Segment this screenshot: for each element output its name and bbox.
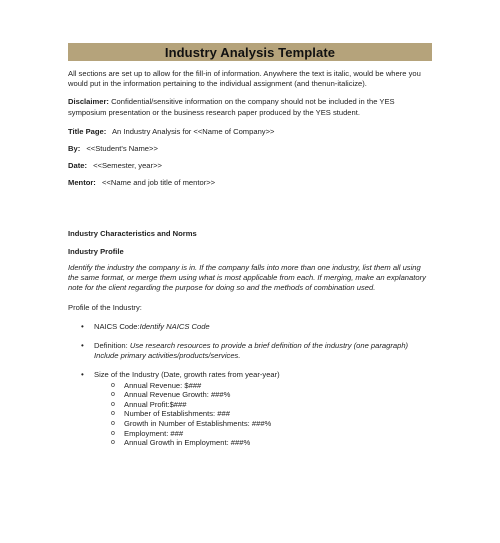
circle-bullet-icon: o: [111, 391, 115, 399]
title-banner: [68, 43, 432, 61]
mentor-label: Mentor:: [68, 178, 96, 188]
size-item: Employment: ###: [124, 428, 184, 438]
date-value: <<Semester, year>>: [93, 161, 162, 171]
circle-bullet-icon: o: [111, 400, 115, 408]
circle-bullet-icon: o: [111, 420, 115, 428]
naics-value: Identify NAICS Code: [139, 321, 210, 331]
size-item: Annual Revenue Growth: ###%: [124, 390, 231, 400]
circle-bullet-icon: o: [111, 410, 115, 418]
size-item: Annual Growth in Employment: ###%: [124, 438, 251, 448]
section-subheading: Industry Profile: [68, 246, 124, 256]
list-item: [94, 409, 432, 419]
document-page: [0, 43, 500, 543]
document-title: Industry Analysis Template: [164, 44, 336, 60]
by-field: [68, 144, 432, 154]
mentor-field: [68, 178, 432, 188]
intro-paragraph: All sections are set up to allow for the fill-in of information. Anywhere the text is italic, would be where you would put in the information pertaining to the individual assignment (and thenun-italicize).: [68, 69, 421, 89]
title-page-value: An Industry Analysis for <<Name of Company>>: [111, 126, 275, 136]
size-label: Size of the Industry (Date, growth rates from year-year): [94, 370, 280, 380]
section-heading: Industry Characteristics and Norms: [68, 228, 197, 238]
list-item: [94, 438, 432, 448]
by-label: By:: [68, 144, 81, 154]
list-item: [68, 322, 432, 332]
size-item: Growth in Number of Establishments: ###%: [124, 419, 272, 429]
definition-label: Definition:: [94, 341, 128, 351]
size-sub-list: [94, 381, 432, 448]
profile-of-label: Profile of the Industry:: [68, 302, 142, 312]
list-item: [94, 429, 432, 439]
list-item: [94, 381, 432, 391]
by-value: <<Student's Name>>: [86, 144, 158, 154]
bullet-icon: •: [81, 341, 84, 351]
mentor-value: <<Name and job title of mentor>>: [101, 178, 216, 188]
disclaimer-label: Disclaimer:: [68, 97, 109, 107]
date-label: Date:: [68, 161, 87, 171]
bullet-icon: •: [81, 370, 84, 380]
circle-bullet-icon: o: [111, 429, 115, 437]
list-item: [68, 370, 432, 447]
date-field: [68, 161, 432, 171]
title-page-field: [68, 127, 432, 137]
disclaimer-paragraph: [68, 97, 432, 117]
disclaimer-text: Confidential/sensitive information on the company should not be included in the YES symposium presentation or the business research paper produced by the YES student.: [68, 97, 395, 117]
industry-description: Identify the industry the company is in. If the company falls into more than one industry, list them all using the same format, or merge them using what is most applicable from each. If merging, make an explanatory note for the client regarding the purpose for doing so and the methods of combination used.: [68, 263, 426, 293]
list-item: [94, 419, 432, 429]
list-item: [94, 400, 432, 410]
profile-bullet-list: [68, 322, 432, 448]
list-item: [94, 390, 432, 400]
definition-value: Use research resources to provide a brief definition of the industry (one paragraph) Include primary activities/products/services.: [94, 341, 409, 361]
naics-label: NAICS Code:: [94, 321, 140, 331]
circle-bullet-icon: o: [111, 439, 115, 447]
circle-bullet-icon: o: [111, 381, 115, 389]
size-item: Annual Revenue: $###: [124, 380, 202, 390]
size-item: Annual Profit:$###: [124, 399, 187, 409]
size-item: Number of Establishments: ###: [124, 409, 230, 419]
bullet-icon: •: [81, 321, 84, 331]
title-page-label: Title Page:: [68, 126, 107, 136]
list-item: [68, 341, 432, 361]
